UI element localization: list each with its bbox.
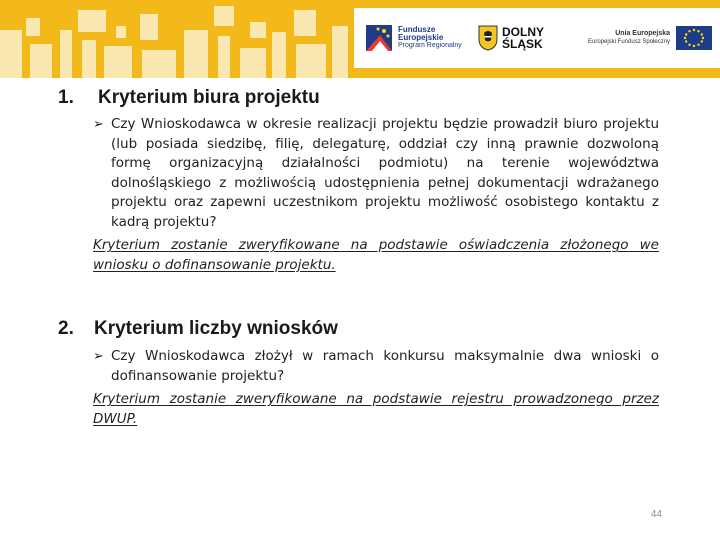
section-1-number: 1.	[58, 87, 74, 108]
eu-flag-icon	[676, 26, 712, 50]
section-2-question-text: Czy Wnioskodawca złożył w ramach konkursu maksymalnie dwa wnioski o dofinansowanie projektu?	[111, 348, 659, 384]
section-2-title: Kryterium liczby wniosków	[94, 318, 338, 339]
coat-of-arms-icon	[478, 25, 498, 51]
unia-europejska-logo	[588, 8, 712, 68]
fe-flag-icon	[366, 23, 394, 53]
fundusze-europejskie-logo	[366, 8, 462, 68]
section-2-number: 2.	[58, 318, 74, 339]
ds-line2: ŚLĄSK	[502, 37, 543, 51]
section-1-verification: Kryterium zostanie zweryfikowane na podstawie oświadczenia złożonego we wniosku o dofinansowanie projektu.	[93, 237, 659, 273]
section-1-title: Kryterium biura projektu	[98, 87, 320, 108]
section-2-verification: Kryterium zostanie zweryfikowane na podstawie rejestru prowadzonego przez DWUP.	[93, 391, 659, 427]
fe-line2: Europejskie	[398, 33, 444, 42]
dolny-slask-logo	[478, 8, 544, 68]
logo-panel	[354, 8, 720, 68]
ds-line1: DOLNY	[502, 25, 544, 39]
fe-line3: Program Regionalny	[398, 42, 462, 49]
arrow-bullet-icon: ➢	[93, 349, 104, 364]
page-number: 44	[650, 509, 662, 520]
ue-line1: Unia Europejska	[615, 30, 671, 37]
section-2-question	[93, 347, 659, 386]
section-2-heading	[58, 318, 338, 340]
section-1-question-text: Czy Wnioskodawca w okresie realizacji projektu będzie prowadził biuro projektu (lub posiada siedzibę, filię, delegaturę, oddział czy inną prawnie dozwoloną formę organizacyjną działalności podmiotu) na terenie województwa dolnośląskiego z możliwością udostępnienia pełnej dokumentacji wdrażanego projektu oraz zapewni uczestnikom projektu możliwość osobistego kontaktu z kadrą projektu?	[111, 116, 659, 230]
ue-line2: Europejski Fundusz Społeczny	[588, 39, 671, 45]
fe-line1: Fundusze	[398, 25, 436, 34]
section-1-heading	[58, 87, 320, 109]
arrow-bullet-icon: ➢	[93, 117, 104, 132]
section-1-question	[93, 115, 659, 233]
header-band	[0, 0, 720, 78]
decorative-blocks	[0, 0, 360, 78]
